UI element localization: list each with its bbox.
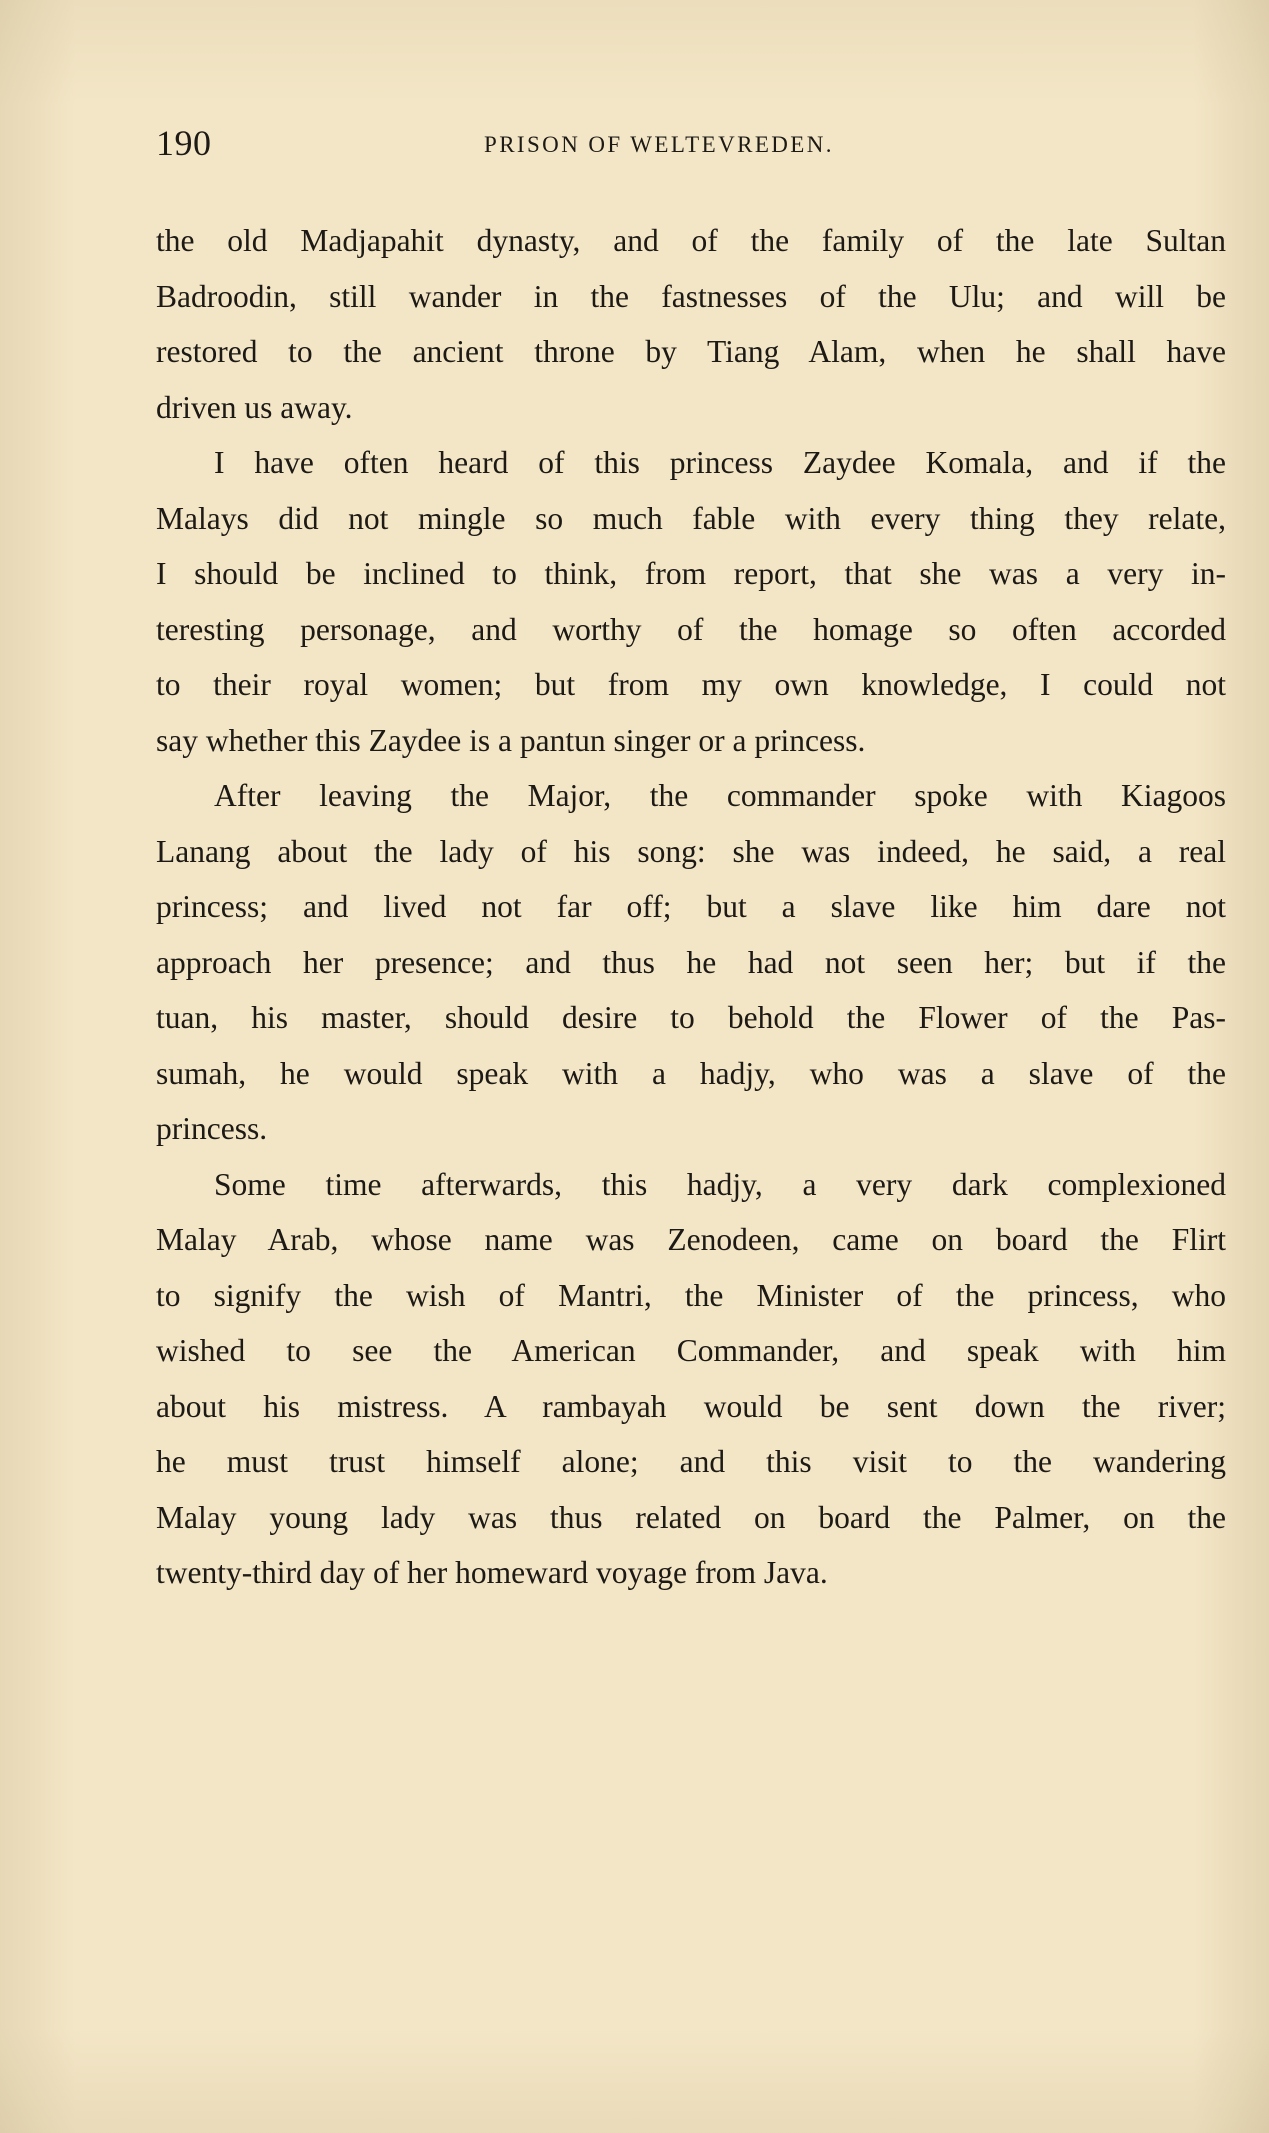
text-line: teresting personage, and worthy of the homage so often accorded	[156, 611, 1226, 647]
text-line: twenty-third day of her homeward voyage from Java.	[156, 1555, 828, 1590]
text-line: princess.	[156, 1111, 268, 1146]
text-line: princess; and lived not far off; but a slave like him dare not	[156, 889, 1226, 924]
text-line: about his mistress. A rambayah would be sent down the river;	[156, 1388, 1226, 1424]
text-line: approach her presence; and thus he had not seen her; but if the	[156, 944, 1226, 980]
text-line: he must trust himself alone; and this visit to the wandering	[156, 1444, 1226, 1479]
text-line: restored to the ancient throne by Tiang Alam, when he shall have	[156, 334, 1226, 369]
text-line: tuan, his master, should desire to behold the Flower of the Pas-	[156, 1000, 1226, 1035]
text-line: wished to see the American Commander, and speak with him	[156, 1333, 1226, 1368]
text-line: driven us away.	[156, 389, 353, 425]
text-line: Badroodin, still wander in the fastnesses of the Ulu; and will be	[156, 278, 1226, 314]
paragraph-first-line: I have often heard of this princess Zaydee Komala, and if the	[214, 445, 1226, 480]
text-line: to their royal women; but from my own knowledge, I could not	[156, 667, 1226, 702]
text-line: the old Madjapahit dynasty, and of the family of the late Sultan	[156, 223, 1226, 258]
page-number: 190	[156, 123, 212, 163]
text-line: Lanang about the lady of his song: she was indeed, he said, a real	[156, 833, 1226, 869]
text-line: say whether this Zaydee is a pantun singer or a princess.	[156, 722, 866, 758]
text-line: to signify the wish of Mantri, the Minister of the princess, who	[156, 1277, 1226, 1313]
text-line: Malay Arab, whose name was Zenodeen, came on board the Flirt	[156, 1222, 1226, 1257]
running-head	[156, 122, 1226, 172]
text-line: Malays did not mingle so much fable with every thing they relate,	[156, 500, 1226, 536]
paragraph-first-line: Some time afterwards, this hadjy, a very dark complexioned	[214, 1166, 1226, 1202]
running-title: PRISON OF WELTEVREDEN.	[484, 132, 834, 157]
paragraph-first-line: After leaving the Major, the commander spoke with Kiagoos	[214, 778, 1226, 813]
text-line: I should be inclined to think, from report, that she was a very in-	[156, 556, 1226, 591]
text-line: Malay young lady was thus related on board the Palmer, on the	[156, 1499, 1226, 1535]
body-text	[156, 213, 1226, 1601]
text-line: sumah, he would speak with a hadjy, who was a slave of the	[156, 1055, 1226, 1091]
